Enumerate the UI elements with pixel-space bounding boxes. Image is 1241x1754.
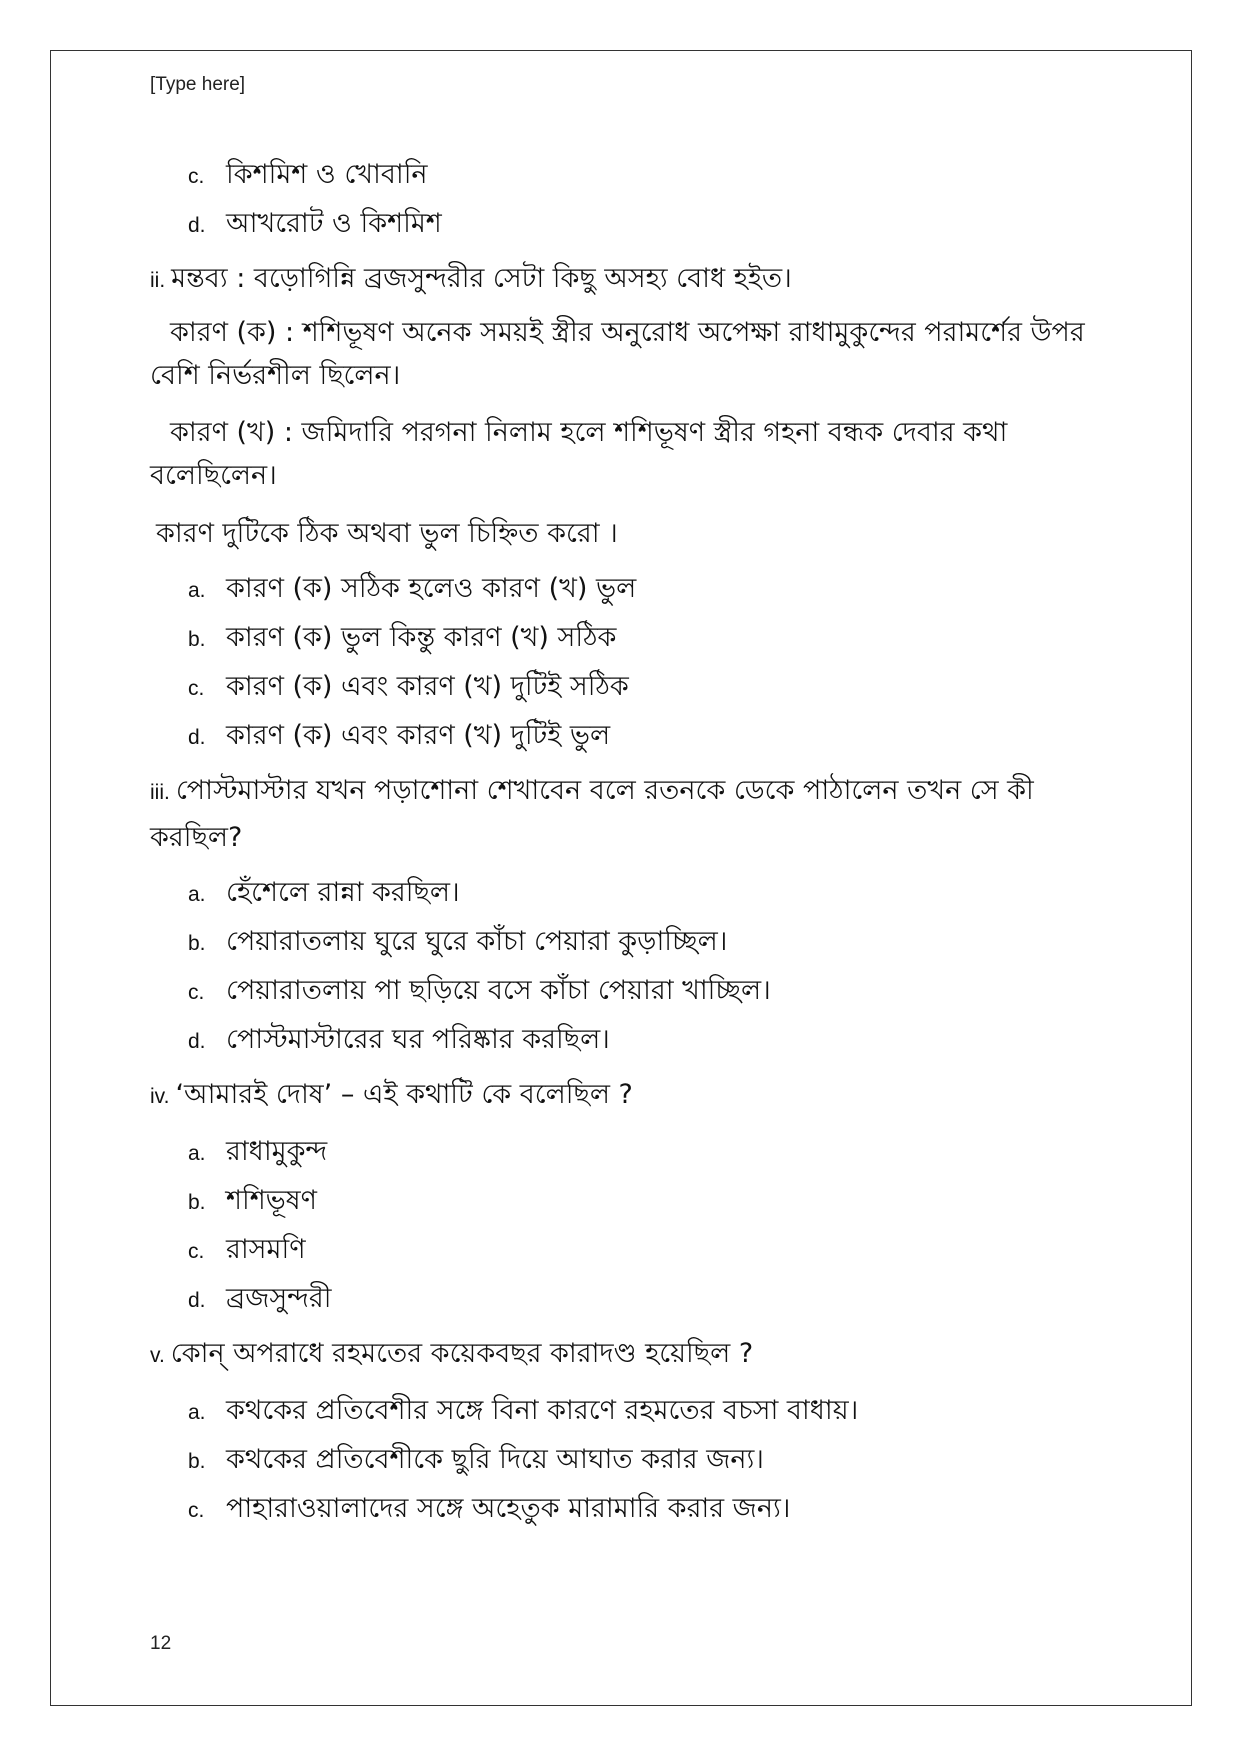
- question-text: কোন্ অপরাধে রহমতের কয়েকবছর কারাদণ্ড হয়েছিল ?: [170, 1338, 754, 1369]
- question-statement: [150, 1072, 1110, 1119]
- option-text: শশিভূষণ: [226, 1185, 318, 1216]
- option-text: আখরোট ও কিশমিশ: [226, 208, 442, 239]
- option-text: কারণ (ক) সঠিক হলেও কারণ (খ) ভুল: [226, 573, 637, 604]
- option-item: [150, 1274, 1110, 1323]
- option-label: a.: [188, 1401, 206, 1424]
- option-label: d.: [188, 1030, 206, 1053]
- option-label: b.: [188, 628, 206, 651]
- question-text: মন্তব্য : বড়োগিন্নি ব্রজসুন্দরীর সেটা কিছু অসহ্য বোধ হইত।: [171, 263, 792, 294]
- option-text: রাধামুকুন্দ: [226, 1136, 328, 1167]
- option-text: হেঁশেলে রান্না করছিল।: [226, 877, 460, 908]
- option-text: রাসমণি: [226, 1234, 306, 1265]
- page-header: [Type here]: [150, 74, 246, 95]
- option-label: d.: [188, 1289, 206, 1312]
- option-label: c.: [188, 677, 205, 700]
- option-item: [150, 1127, 1110, 1176]
- option-label: c.: [188, 1499, 205, 1522]
- question-number: v.: [150, 1344, 165, 1367]
- page-number: 12: [150, 1633, 172, 1654]
- question-statement: [150, 1331, 1110, 1378]
- option-label: d.: [188, 726, 206, 749]
- option-item: [150, 1176, 1110, 1225]
- option-label: c.: [188, 981, 205, 1004]
- option-label: c.: [188, 1240, 205, 1263]
- option-label: b.: [188, 1450, 206, 1473]
- option-item: [150, 1225, 1110, 1274]
- question-text: পোস্টমাস্টার যখন পড়াশোনা শেখাবেন বলে রতনকে ডেকে পাঠালেন তখন সে কী করছিল?: [150, 775, 1034, 853]
- reason-a: কারণ (ক) : শশিভূষণ অনেক সময়ই স্ত্রীর অনুরোধ অপেক্ষা রাধামুকুন্দের পরামর্শের উপর বেশি নির্ভরশীল ছিলেন।: [150, 317, 1085, 391]
- option-text: ব্রজসুন্দরী: [226, 1283, 332, 1314]
- option-label: c.: [188, 165, 205, 188]
- option-item: [150, 966, 1110, 1015]
- option-text: পেয়ারাতলায় ঘুরে ঘুরে কাঁচা পেয়ারা কুড়াচ্ছিল।: [226, 926, 728, 957]
- option-text: কথকের প্রতিবেশীকে ছুরি দিয়ে আঘাত করার জন্য।: [226, 1444, 764, 1475]
- option-item: [150, 917, 1110, 966]
- option-label: a.: [188, 1142, 206, 1165]
- option-item: [150, 150, 1110, 199]
- option-item: [150, 1386, 1110, 1435]
- option-item: [150, 662, 1110, 711]
- option-label: d.: [188, 214, 206, 237]
- option-text: কিশমিশ ও খোবানি: [226, 159, 428, 190]
- option-item: [150, 711, 1110, 760]
- question-number: ii.: [150, 269, 166, 292]
- option-label: a.: [188, 883, 206, 906]
- option-item: [150, 1015, 1110, 1064]
- option-text: কারণ (ক) এবং কারণ (খ) দুটিই ভুল: [226, 720, 611, 751]
- option-item: [150, 199, 1110, 248]
- question-statement: [150, 256, 1110, 303]
- option-text: কারণ (ক) এবং কারণ (খ) দুটিই সঠিক: [226, 671, 629, 702]
- option-label: a.: [188, 579, 206, 602]
- option-item: [150, 1484, 1110, 1533]
- page-content: [150, 150, 1110, 1533]
- option-item: [150, 564, 1110, 613]
- option-item: [150, 868, 1110, 917]
- option-text: কারণ (ক) ভুল কিন্তু কারণ (খ) সঠিক: [226, 622, 617, 653]
- question-statement: [150, 768, 1110, 860]
- option-item: [150, 1435, 1110, 1484]
- option-text: পোস্টমাস্টারের ঘর পরিষ্কার করছিল।: [226, 1024, 610, 1055]
- instruction: কারণ দুটিকে ঠিক অথবা ভুল চিহ্নিত করো ।: [156, 518, 618, 549]
- option-label: b.: [188, 1191, 206, 1214]
- option-text: পাহারাওয়ালাদের সঙ্গে অহেতুক মারামারি করার জন্য।: [226, 1493, 791, 1524]
- option-text: পেয়ারাতলায় পা ছড়িয়ে বসে কাঁচা পেয়ারা খাচ্ছিল।: [226, 975, 771, 1006]
- option-text: কথকের প্রতিবেশীর সঙ্গে বিনা কারণে রহমতের বচসা বাধায়।: [226, 1395, 859, 1426]
- question-text: ‘আমারই দোষ’ – এই কথাটি কে বলেছিল ?: [175, 1079, 633, 1110]
- option-label: b.: [188, 932, 206, 955]
- option-item: [150, 613, 1110, 662]
- reason-b: কারণ (খ) : জমিদারি পরগনা নিলাম হলে শশিভূষণ স্ত্রীর গহনা বন্ধক দেবার কথা বলেছিলেন।: [150, 417, 1008, 491]
- question-number: iv.: [150, 1085, 170, 1108]
- question-number: iii.: [150, 781, 170, 804]
